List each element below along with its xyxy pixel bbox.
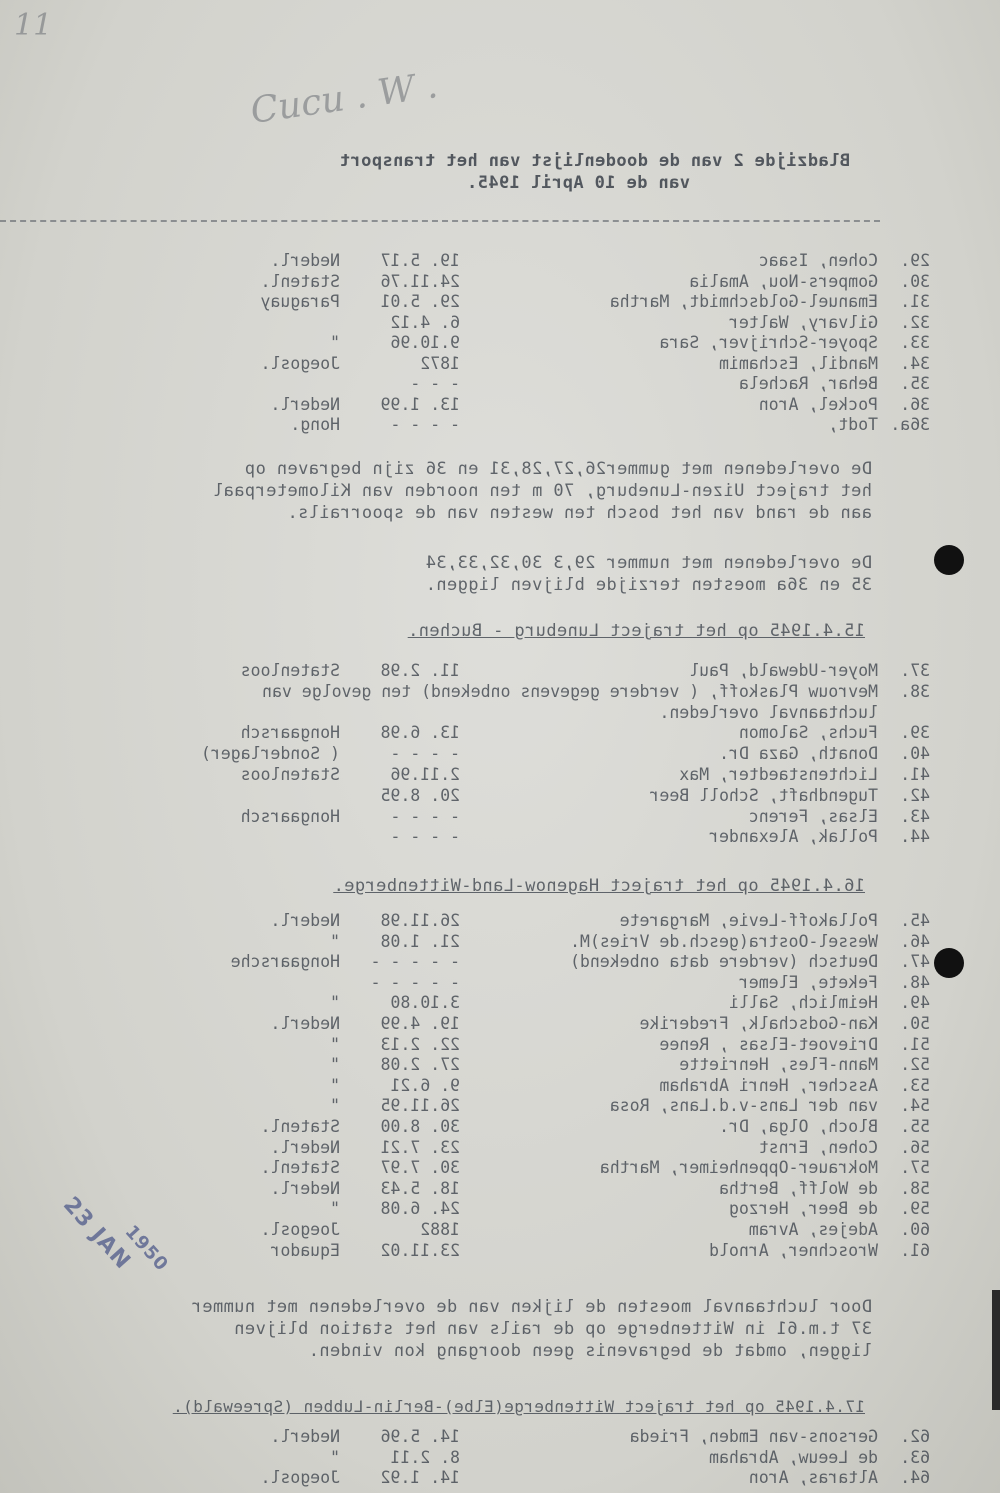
entry-birthdate: 18. 5.43: [380, 1178, 460, 1198]
list-item: [30, 1426, 930, 1448]
entry-name: Emanuel-Goldschmidt, Martha: [609, 292, 878, 311]
list-item: [30, 951, 930, 973]
entry-birthdate: 9. 6.21: [390, 1075, 460, 1095]
entry-name: Fekete, Elemer: [738, 972, 878, 992]
entry-name: Mann-Fles, Henriette: [679, 1055, 878, 1075]
entry-birthdate: 30. 7.97: [380, 1158, 460, 1178]
entry-nationality: Hongaarsch: [240, 806, 340, 826]
list-item: [30, 1034, 930, 1056]
entry-birthdate: 2.11.96: [390, 765, 460, 784]
entry-name: Mokrauer-Oppenheimer, Martha: [599, 1158, 878, 1178]
entry-name: Bloch, Olga, Dr.: [719, 1117, 878, 1136]
entry-name: Behar, Rachela: [738, 374, 878, 393]
entry-nationality: Hong.: [290, 415, 340, 434]
margin-mark: 11: [14, 8, 53, 43]
entry-number: 51.: [900, 1034, 930, 1054]
entry-nationality: Statenloos: [240, 765, 340, 784]
entry-number: 41.: [900, 765, 930, 784]
list-item: [30, 910, 930, 932]
entry-birthdate: 19. 5.17: [380, 251, 460, 270]
section-3-para-line-1: Door luchtaanval moesten de lijken van de overledenen met nummer: [191, 1297, 872, 1317]
entry-birthdate: - - - -: [390, 806, 460, 826]
list-item: [30, 414, 930, 436]
entry-number: 36.: [900, 394, 930, 414]
entry-birthdate: 30. 8.00: [380, 1117, 460, 1136]
list-item: [30, 1157, 930, 1179]
entry-name: Todt,: [828, 415, 878, 434]
entry-number: 30.: [900, 271, 930, 291]
entry-name: luchtaanval overleden.: [659, 702, 878, 722]
entry-number: 52.: [900, 1055, 930, 1075]
entry-number: 39.: [900, 723, 930, 743]
entry-birthdate: - - - - -: [370, 952, 460, 972]
list-item: [30, 1095, 930, 1117]
entry-nationality: Joegosl.: [260, 1220, 340, 1239]
list-item: [30, 972, 930, 994]
entry-name: Lichtenstaedter, Max: [679, 765, 878, 784]
section-1-para-2-line-2: 35 en 36a moesten terzijde blijven liggen.: [425, 575, 872, 595]
entry-name: Asscher, Henri Abraham: [659, 1075, 878, 1095]
entry-number: 64.: [900, 1468, 930, 1487]
entry-number: 37.: [900, 661, 930, 680]
entry-number: 38.: [900, 681, 930, 701]
entry-number: 45.: [900, 911, 930, 930]
entry-birthdate: 6. 4.12: [390, 312, 460, 332]
list-item: [30, 373, 930, 395]
entry-birthdate: 23.11.02: [380, 1240, 460, 1260]
header-line-1: Bladzijde 2 van de doodenlijst van het transport: [339, 151, 850, 171]
entry-nationality: ": [330, 931, 340, 951]
entry-nationality: ( Sonderlager): [200, 744, 340, 764]
list-item: [30, 250, 930, 272]
entry-birthdate: 24.11.76: [380, 271, 460, 291]
list-item: [30, 1447, 930, 1469]
entry-birthdate: 22. 2.13: [380, 1034, 460, 1054]
list-item: [30, 1178, 930, 1200]
entry-name: Gompers-Nou, Amalia: [689, 271, 878, 291]
section-4-heading: 17.4.1945 op het traject Wittenberge(Elbe)-Berlin-Lubben (Spreewald).: [172, 1397, 865, 1416]
entry-name: de Leeuw, Abraham: [709, 1447, 878, 1467]
list-item: [30, 394, 930, 416]
section-3-para-line-2: 37 t.m.61 in Wittenberge op de rails van het station blijven: [233, 1319, 872, 1339]
list-item: [30, 764, 930, 786]
entry-name: Elsas, Ferenc: [748, 806, 878, 826]
entry-number: 62.: [900, 1427, 930, 1446]
list-item: [30, 1467, 930, 1489]
entry-number: 49.: [900, 993, 930, 1013]
entry-birthdate: - - - -: [390, 415, 460, 434]
entry-nationality: Paraguay: [260, 292, 340, 311]
list-item: [30, 931, 930, 953]
list-item: [30, 312, 930, 334]
list-item: [30, 660, 930, 682]
entry-birthdate: 27. 2.08: [380, 1055, 460, 1075]
entry-nationality: Joegosl.: [260, 1468, 340, 1487]
stamp-date: 23 JAN: [58, 1192, 136, 1275]
entry-birthdate: 14. 1.92: [380, 1468, 460, 1487]
entry-birthdate: 14. 5.96: [380, 1427, 460, 1446]
section-1-para-1-line-2: het traject Uizen-Luneburg, 70 m ten noorden van Kilometerpaal: [212, 481, 872, 501]
entry-name: Altaras, Aron: [748, 1468, 878, 1487]
entry-name: de Beer, Herzog: [728, 1199, 878, 1219]
list-item: [30, 743, 930, 765]
entry-nationality: Hongaarsch: [240, 723, 340, 743]
entry-name: Wessel-Oostra(gesch.de Vries)M.: [570, 931, 878, 951]
entry-nationality: Statenl.: [260, 271, 340, 291]
entry-name: Heimlich, Salli: [728, 993, 878, 1013]
entry-name: Mevrouw Plaskoff, ( verdere gegevens onbekend) ten gevolge van: [262, 681, 878, 701]
entry-number: 36a.: [890, 415, 930, 434]
entry-birthdate: 8. 2.11: [390, 1447, 460, 1467]
list-item: [30, 291, 930, 313]
section-3-para-line-3: liggen, omdat de begravenis geen doorgang kon vinden.: [308, 1341, 872, 1361]
dashed-divider: [0, 220, 880, 222]
entry-nationality: Hongaarsche: [230, 952, 340, 972]
entry-name: Drievoet-Elsas , Renee: [659, 1034, 878, 1054]
entry-nationality: Statenl.: [260, 1158, 340, 1178]
entry-nationality: Nederl.: [270, 394, 340, 414]
entry-number: 54.: [900, 1096, 930, 1116]
entry-birthdate: 20. 8.95: [380, 785, 460, 805]
entry-nationality: ": [330, 1055, 340, 1075]
entry-birthdate: 26.11.95: [380, 1096, 460, 1116]
entry-birthdate: - - - -: [390, 744, 460, 764]
entry-name: Kan-Godschalk, Frederike: [639, 1014, 878, 1033]
entry-name: Tugendhaft, Scholl Beer: [649, 785, 878, 805]
entry-nationality: Statenloos: [240, 661, 340, 680]
entry-name: Gilvary, Walter: [728, 312, 878, 332]
entry-name: Pollak, Alexander: [709, 827, 878, 847]
entry-number: 31.: [900, 292, 930, 311]
entry-name: de Wolff, Bertha: [719, 1178, 878, 1198]
entry-birthdate: 21. 1.08: [380, 931, 460, 951]
entry-nationality: Nederl.: [270, 1014, 340, 1033]
entry-birthdate: 13. 6.98: [380, 723, 460, 743]
entry-nationality: Joegosl.: [260, 353, 340, 373]
entry-number: 40.: [900, 744, 930, 764]
list-item: [30, 722, 930, 744]
entry-name: Cohen, Ernst: [758, 1137, 878, 1157]
list-item: [30, 785, 930, 807]
entry-nationality: ": [330, 1096, 340, 1116]
entry-name: Gersons-van Emden, Frieda: [629, 1427, 878, 1446]
entry-number: 43.: [900, 806, 930, 826]
entry-nationality: ": [330, 1447, 340, 1467]
entry-nationality: Statenl.: [260, 1117, 340, 1136]
entry-name: Mandil, Eschamim: [719, 353, 878, 373]
section-1-para-1-line-1: De overledenen met gummer26,27,28,31 en 36 zijn begraven op: [244, 459, 872, 479]
entry-name: Pollakoff-Levie, Margarete: [619, 911, 878, 930]
entry-number: 32.: [900, 312, 930, 332]
entry-name: Pockel, Aron: [758, 394, 878, 414]
entry-name: Cohen, Isaac: [758, 251, 878, 270]
entry-number: 34.: [900, 353, 930, 373]
entry-birthdate: 11. 2.98: [380, 661, 460, 680]
section-1-para-2-line-1: De overledenen met nummer 29,3 30,32,33,34: [425, 553, 872, 573]
entry-nationality: Nederl.: [270, 911, 340, 930]
entry-name: van der Lans-v.d.Lans, Rosa: [609, 1096, 878, 1116]
entry-number: 55.: [900, 1117, 930, 1136]
entry-nationality: ": [330, 1199, 340, 1219]
entry-birthdate: - - - - -: [370, 972, 460, 992]
list-item: [30, 1054, 930, 1076]
entry-nationality: ": [330, 333, 340, 352]
list-item: [30, 702, 930, 724]
entry-birthdate: 29. 5.01: [380, 292, 460, 311]
list-item: [30, 1075, 930, 1097]
entry-name: Wroschner, Arnold: [709, 1240, 878, 1260]
entry-nationality: Nederl.: [270, 1178, 340, 1198]
entry-birthdate: 1872: [420, 353, 460, 373]
list-item: [30, 806, 930, 828]
entry-number: 42.: [900, 785, 930, 805]
entry-name: Adejes, Avram: [748, 1220, 878, 1239]
entry-number: 44.: [900, 827, 930, 847]
entry-name: Spoyer-Schrijver, Sara: [659, 333, 878, 352]
entry-birthdate: 3.10.80: [390, 993, 460, 1013]
entry-birthdate: - - - -: [390, 827, 460, 847]
list-item: [30, 1219, 930, 1241]
entry-nationality: ": [330, 1075, 340, 1095]
list-item: [30, 1116, 930, 1138]
entry-number: 58.: [900, 1178, 930, 1198]
entry-birthdate: - - -: [410, 374, 460, 393]
entry-nationality: ": [330, 993, 340, 1013]
entry-name: Donath, Gaza Dr.: [719, 744, 878, 764]
entry-number: 60.: [900, 1220, 930, 1239]
entry-number: 59.: [900, 1199, 930, 1219]
entry-number: 33.: [900, 333, 930, 352]
entry-number: 35.: [900, 374, 930, 393]
entry-birthdate: 1882: [420, 1220, 460, 1239]
entry-number: 61.: [900, 1240, 930, 1260]
list-item: [30, 1013, 930, 1035]
entry-name: Fuchs, Salomon: [738, 723, 878, 743]
entry-nationality: ": [330, 1034, 340, 1054]
entry-birthdate: 24. 6.08: [380, 1199, 460, 1219]
list-item: [30, 332, 930, 354]
entry-number: 57.: [900, 1158, 930, 1178]
entry-name: Deutsch (verdere data onbekend): [570, 952, 878, 972]
header-line-2: van de 10 April 1945.: [466, 173, 690, 193]
entry-birthdate: 9.10.96: [390, 333, 460, 352]
list-item: [30, 681, 930, 703]
list-item: [30, 826, 930, 848]
entry-birthdate: 26.11.98: [380, 911, 460, 930]
entry-nationality: Nederl.: [270, 1427, 340, 1446]
list-item: [30, 353, 930, 375]
stamp-year: 1950: [120, 1221, 173, 1276]
entry-number: 46.: [900, 931, 930, 951]
entry-number: 48.: [900, 972, 930, 992]
list-item: [30, 1198, 930, 1220]
entry-name: Moyer-Udewald, Paul: [689, 661, 878, 680]
entry-nationality: Nederl.: [270, 1137, 340, 1157]
entry-birthdate: 23. 7.21: [380, 1137, 460, 1157]
section-1-para-1-line-3: aan de rand van het bosch ten westen van de spoorrails.: [287, 503, 872, 523]
entry-nationality: Nederl.: [270, 251, 340, 270]
section-2-heading: 15.4.1945 op het traject Luneburg - Buchen.: [407, 621, 865, 641]
entry-number: 29.: [900, 251, 930, 270]
entry-birthdate: 13. 1.99: [380, 394, 460, 414]
section-3-heading: 16.4.1945 op het traject Hagenow-Land-Wittenberge.: [333, 876, 865, 896]
entry-number: 63.: [900, 1447, 930, 1467]
list-item: [30, 992, 930, 1014]
entry-number: 53.: [900, 1075, 930, 1095]
entry-number: 56.: [900, 1137, 930, 1157]
handwritten-note: Cucu . W .: [248, 65, 441, 132]
list-item: [30, 271, 930, 293]
entry-number: 50.: [900, 1014, 930, 1033]
entry-birthdate: 19. 4.99: [380, 1014, 460, 1033]
entry-number: 47.: [900, 952, 930, 972]
entry-nationality: Equador: [270, 1240, 340, 1260]
list-item: [30, 1137, 930, 1159]
